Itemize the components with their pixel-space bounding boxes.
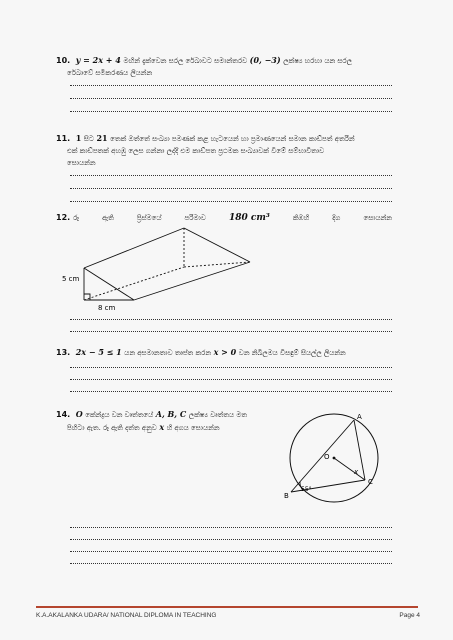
answer-line <box>70 526 392 528</box>
equation: y = 2x + 4 <box>75 55 121 65</box>
question-number: 11. <box>56 134 71 143</box>
question-10 <box>56 54 396 79</box>
answer-line <box>70 538 392 540</box>
answer-line <box>70 318 392 320</box>
question-text: ලක්ෂ්‍ය හරහා යන සරල <box>283 57 352 65</box>
question-text: කිඹහි <box>292 214 310 222</box>
answer-line <box>70 562 392 564</box>
question-text: ඇති <box>102 214 114 222</box>
volume-value: 180 cm³ <box>228 213 270 223</box>
question-text: පිහිටා ඇත. රූ ඇති දත්ත අනුව <box>67 424 157 432</box>
answer-line <box>70 378 392 380</box>
centre-o-label: O <box>324 453 330 461</box>
answer-line <box>70 110 392 112</box>
width-label: 8 cm <box>98 304 116 312</box>
question-text: සිට <box>83 135 94 143</box>
question-text: දිග <box>332 214 341 222</box>
number: 21 <box>96 133 108 143</box>
question-number: 13. <box>56 348 71 357</box>
question-14 <box>56 408 271 434</box>
question-number: 14. <box>56 410 71 419</box>
question-text: මඟින් දැක්වෙන සරල රේඛාවට සමාන්තරව <box>123 57 248 65</box>
answer-line <box>70 330 392 332</box>
condition: x > 0 <box>213 347 237 357</box>
number: 1 <box>75 133 82 143</box>
circle-diagram <box>278 410 398 510</box>
page-number: Page 4 <box>399 612 420 619</box>
question-text: රේඛාවේ සමීකරණය ලියන්න <box>67 69 153 77</box>
answer-line <box>70 550 392 552</box>
question-13 <box>56 346 396 359</box>
answer-line <box>70 84 392 86</box>
question-text: රූ <box>73 214 80 222</box>
question-number: 12. <box>56 213 71 222</box>
answer-line <box>70 390 392 392</box>
question-text: පරිමාව <box>184 214 206 222</box>
footer-rule <box>36 606 418 608</box>
centre-label: O <box>75 409 83 419</box>
footer-author: K.A.AKALANKA UDARA/ NATIONAL DIPLOMA IN TEACHING <box>36 612 217 619</box>
inequality: 2x − 5 ≤ 1 <box>75 347 122 357</box>
point-b-label: B <box>284 492 289 500</box>
variable: x <box>159 422 165 432</box>
question-text: යන අසමානතාව තෘප්ත කරන <box>124 349 212 357</box>
question-text: සොයන්න <box>363 214 392 222</box>
answer-line <box>70 200 392 202</box>
question-text: සොයන්න <box>67 159 96 167</box>
question-text: තෙක් ඔත්තේ සංඛ්‍යා පමණක් කළ හැටයෙන් හා ප්‍රමාණයෙන් සමාන කාඩ්පත් අතරින් <box>110 135 355 143</box>
question-text: එක් කාඩ්පතක් අහඹු ලෙස ගන්නා ලද්දී එම කාඩ්පත ප්‍රථමක සංඛ්‍යාවක් වීමේ සම්භාවිතාව <box>67 147 325 155</box>
question-11 <box>56 132 396 169</box>
point-c-label: C <box>368 478 373 486</box>
points-label: A, B, C <box>155 409 187 419</box>
point: (0, −3) <box>249 55 281 65</box>
angle-55-label: 55° <box>301 486 312 493</box>
question-text: කේන්ද්‍රය වන වෘත්තයේ <box>85 411 154 419</box>
answer-line <box>70 97 392 99</box>
answer-line <box>70 187 392 189</box>
point-a-label: A <box>357 413 362 421</box>
question-text: හි අගය සොයන්න <box>166 424 220 432</box>
answer-line <box>70 366 392 368</box>
question-number: 10. <box>56 56 71 65</box>
question-text: වන නිඛිලමය විසඳුම් සියල්ල ලියන්න <box>238 349 346 357</box>
prism-diagram <box>60 222 260 314</box>
answer-line <box>70 174 392 176</box>
question-text: ප්‍රිස්මයේ <box>136 214 162 222</box>
height-label: 5 cm <box>62 275 80 283</box>
angle-x-label: x <box>354 468 359 476</box>
question-text: ලක්ෂ්‍ය වෘත්තය මත <box>188 411 247 419</box>
